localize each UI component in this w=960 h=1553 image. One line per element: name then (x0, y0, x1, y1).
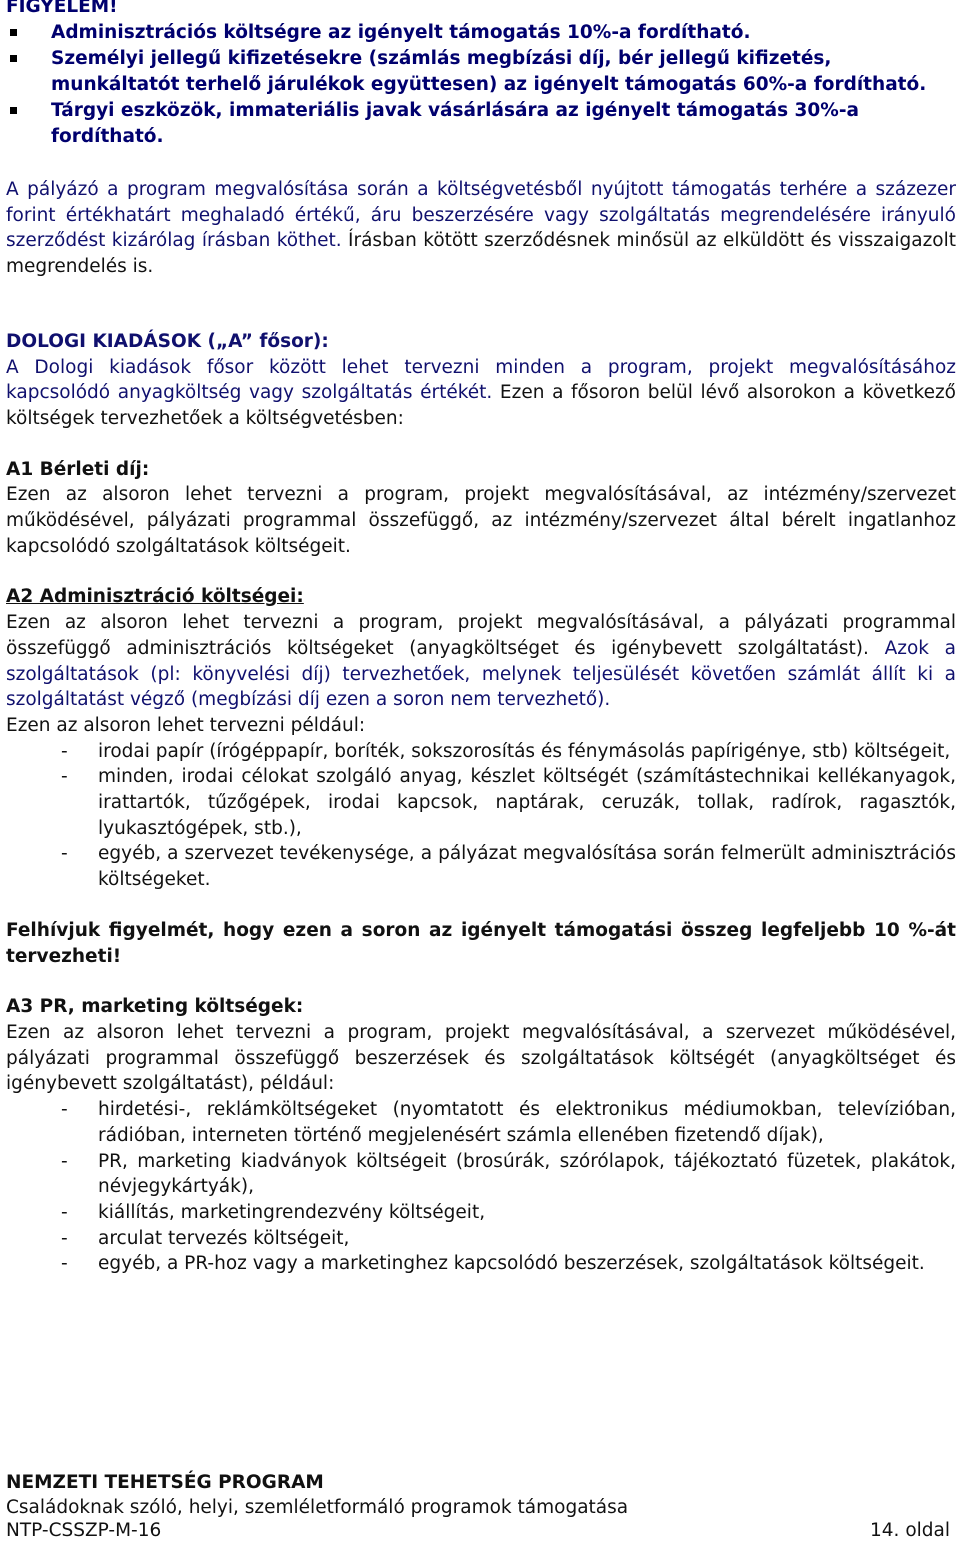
a2-list (6, 739, 956, 893)
a1-heading: A1 Bérleti díj: (6, 458, 150, 480)
a3-list (6, 1097, 956, 1277)
square-bullet-icon (10, 55, 17, 62)
warning-item: Adminisztrációs költségre az igényelt támogatás 10%-a fordítható. (6, 20, 956, 46)
a3-paragraph: Ezen az alsoron lehet tervezni a program, projekt megvalósításával, a szervezet működésével, pályázati programmal összefüggő beszerzések és szolgáltatások költségét (anyagköltséget és igénybevett szolgáltatást), például: (6, 1021, 956, 1095)
page-footer (6, 1470, 950, 1541)
footer-code: NTP-CSSZP-M-16 (6, 1520, 162, 1541)
footer-program: NEMZETI TEHETSÉG PROGRAM (6, 1472, 324, 1493)
a3-heading: A3 PR, marketing költségek: (6, 996, 304, 1018)
dologi-heading: DOLOGI KIADÁSOK („A” fősor): (6, 330, 329, 352)
square-bullet-icon (10, 107, 17, 114)
contract-paragraph: A pályázó a program megvalósítása során a költségvetésből nyújtott támogatás terhére a százezer forint értékhatárt meghaladó értékű, áru beszerzésére vagy szolgáltatás megrendelésére irányuló szerződést kizárólag írásban köthet. Írásban kötött szerződésnek minősül az elküldött és visszaigazolt megrendelés is. (6, 179, 956, 278)
a2-heading: A2 Adminisztráció költségei: (6, 586, 304, 608)
footer-row (6, 1520, 950, 1541)
square-bullet-icon (10, 29, 17, 36)
a2-paragraph: Ezen az alsoron lehet tervezni a program, projekt megvalósításával, a pályázati programmal összefüggő adminisztrációs költségeket (anyagköltséget és igénybevett szolgáltatást). Azok a szolgáltatások (pl: könyvelési díj) tervezhetőek, melynek teljesülését követően számlát állít ki a szolgáltatást végző (megbízási díj ezen a soron nem tervezhető). (6, 612, 956, 711)
page-number: 14. oldal (870, 1520, 950, 1541)
list-item: - kiállítás, marketingrendezvény költségeit, (61, 1201, 486, 1223)
warning-list (6, 20, 956, 150)
a2-intro: Ezen az alsoron lehet tervezni például: (6, 714, 366, 736)
list-item: - hirdetési-, reklámköltségeket (nyomtatott és elektronikus médiumokban, televízióban, rádióban, interneten történő megjelenésért számla ellenében fizetendő díjak), (61, 1099, 956, 1146)
dologi-paragraph: A Dologi kiadások fősor között lehet tervezni minden a program, projekt megvalósításához kapcsolódó anyagköltség vagy szolgáltatás értékét. Ezen a fősoron belül lévő alsorokon a következő költségek tervezhetőek a költségvetésben: (6, 356, 956, 429)
list-item: - arculat tervezés költségeit, (61, 1227, 350, 1249)
warning-item: Tárgyi eszközök, immateriális javak vásárlására az igényelt támogatás 30%-a fordítható. (6, 98, 956, 150)
footer-subtitle: Családoknak szóló, helyi, szemléletformáló programok támogatása (6, 1497, 629, 1518)
a1-paragraph: Ezen az alsoron lehet tervezni a program, projekt megvalósításával, az intézmény/szervezet működésével, pályázati programmal összefüggő, az intézmény/szervezet által bérelt ingatlanhoz kapcsolódó szolgáltatások költségeit. (6, 484, 956, 557)
list-item: - PR, marketing kiadványok költségeit (brosúrák, szórólapok, tájékoztató füzetek, plakátok, névjegykártyák), (61, 1150, 956, 1198)
list-item: - minden, irodai célokat szolgáló anyag, készlet költségét (számítástechnikai kellékanyagok, irattartók, tűzőgépek, irodai kapcsok, naptárak, ceruzák, tollak, radírok, ragasztók, lyukasztógépek, stb.), (61, 766, 956, 839)
list-item: - egyéb, a szervezet tevékenysége, a pályázat megvalósítása során felmerült adminisztrációs költségeket. (61, 843, 956, 891)
a2-note: Felhívjuk figyelmét, hogy ezen a soron az igényelt támogatási összeg legfeljebb 10 %-át tervezheti! (6, 919, 956, 967)
list-item: - irodai papír (írógéppapír, boríték, sokszorosítás és fénymásolás papírigénye, stb) költségeit, (61, 740, 951, 762)
list-item: - egyéb, a PR-hoz vagy a marketinghez kapcsolódó beszerzések, szolgáltatások költségeit. (61, 1253, 925, 1275)
warning-item: Személyi jellegű kifizetésekre (számlás megbízási díj, bér jellegű kifizetés, munkáltatót terhelő járulékok együttesen) az igényelt támogatás 60%-a fordítható. (6, 46, 956, 98)
warning-title: FIGYELEM! (6, 0, 118, 17)
